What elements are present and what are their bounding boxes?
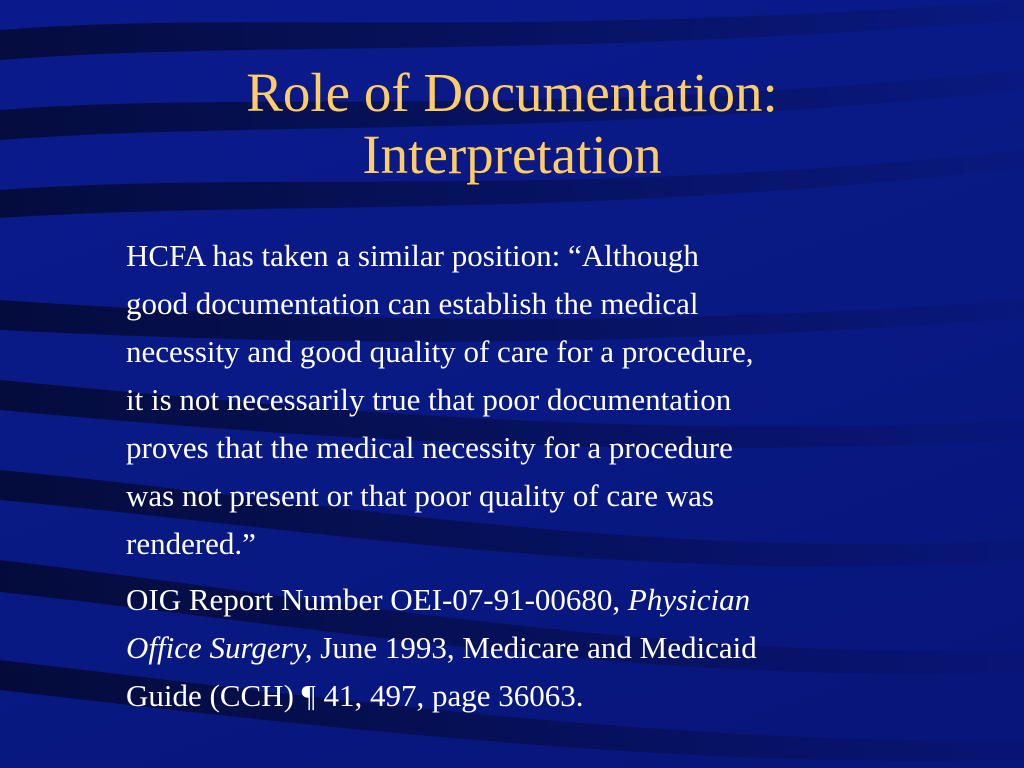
- citation-line-1: [126, 576, 956, 624]
- quote-line: proves that the medical necessity for a procedure: [126, 430, 733, 465]
- citation-line-2: [126, 624, 956, 672]
- citation-report-number: OIG Report Number OEI-07-91-00680,: [126, 582, 628, 617]
- quote-line: was not present or that poor quality of care was: [126, 478, 714, 513]
- citation-source: June 1993, Medicare and Medicaid: [312, 630, 757, 665]
- quote-line: good documentation can establish the medical: [126, 286, 699, 321]
- citation-line-3: Guide (CCH) ¶ 41, 497, page 36063.: [126, 678, 584, 713]
- quote-paragraph: [126, 232, 956, 568]
- quote-line: rendered.”: [126, 526, 256, 561]
- slide-title-line-2: Interpretation: [362, 124, 662, 185]
- slide-body: [126, 232, 956, 720]
- slide-title: [0, 62, 1024, 186]
- citation-paragraph: [126, 576, 956, 720]
- slide-title-line-1: Role of Documentation:: [246, 62, 778, 123]
- quote-line: HCFA has taken a similar position: “Although: [126, 238, 699, 273]
- citation-title-part-2: Office Surgery,: [126, 630, 313, 665]
- quote-line: necessity and good quality of care for a procedure,: [126, 334, 754, 369]
- quote-line: it is not necessarily true that poor documentation: [126, 382, 732, 417]
- citation-title-part-1: Physician: [627, 582, 751, 617]
